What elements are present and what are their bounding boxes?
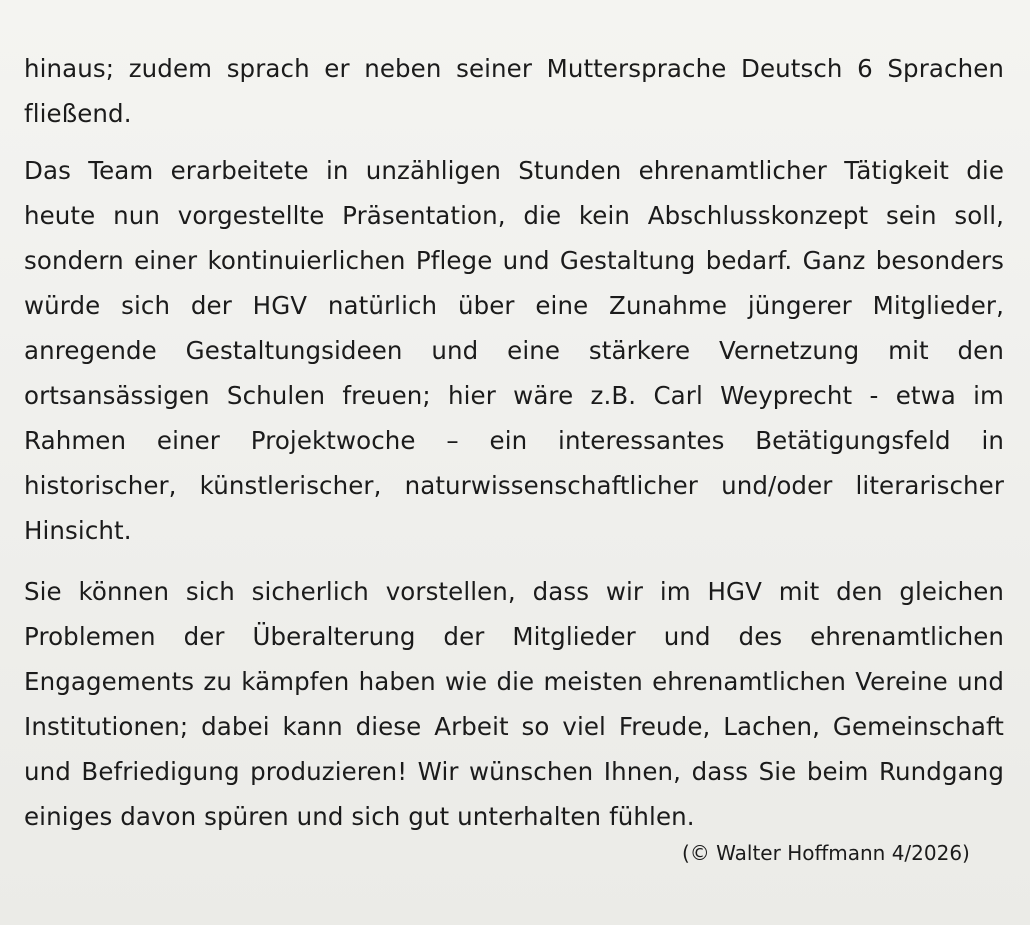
paragraph-2: Das Team erarbeitete in unzähligen Stunden ehrenamtlicher Tätigkeit die heute nun vorgestellte Präsentation, die kein Abschlusskonzept sein soll, sondern einer kontinuierlichen Pflege und Gestaltung bedarf. Ganz besonders würde sich der HGV natürlich über eine Zunahme jüngerer Mitglieder, anregende Gestaltungsideen und eine stärkere Vernetzung mit den ortsansässigen Schulen freuen; hier wäre z.B. Carl Weyprecht - etwa im Rahmen einer Projektwoche – ein interessantes Betätigungsfeld in historischer, künstlerischer, naturwissenschaftlicher und/oder literarischer Hinsicht. [24,155,1004,545]
signature: (© Walter Hoffmann 4/2026) [682,841,970,865]
paragraph-1: hinaus; zudem sprach er neben seiner Muttersprache Deutsch 6 Sprachen fließend. [24,53,1004,128]
paragraph-3: Sie können sich sicherlich vorstellen, dass wir im HGV mit den gleichen Problemen der Überalterung der Mitglieder und des ehrenamtlichen Engagements zu kämpfen haben wie die meisten ehrenamtlichen Vereine und Institutionen; dabei kann diese Arbeit so viel Freude, Lachen, Gemeinschaft und Befriedigung produzieren! Wir wünschen Ihnen, dass Sie beim Rundgang einiges davon spüren und sich gut unterhalten fühlen. [24,576,1004,831]
